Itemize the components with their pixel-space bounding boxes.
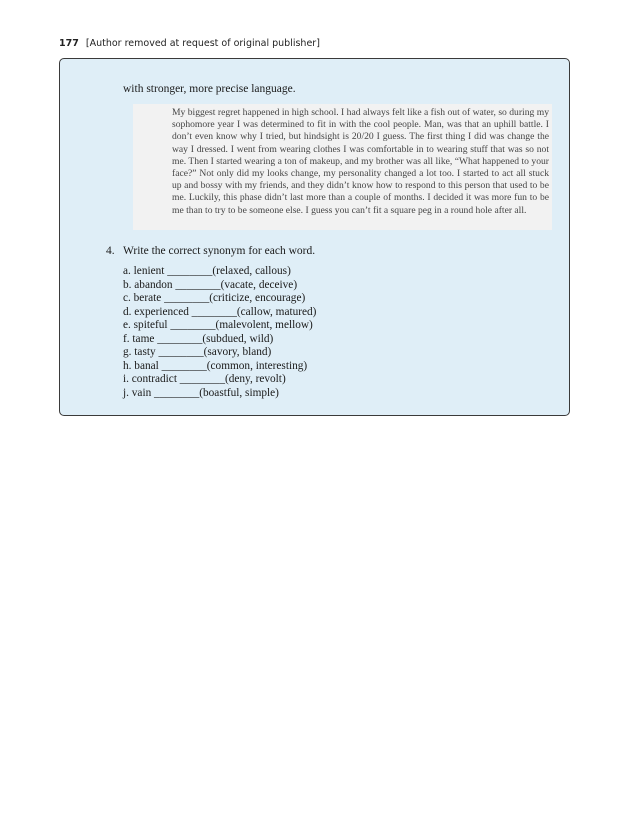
page-header xyxy=(59,38,320,49)
list-item: a. lenient ________(relaxed, callous) xyxy=(123,265,291,277)
question-text: Write the correct synonym for each word. xyxy=(123,245,316,257)
list-item: h. banal ________(common, interesting) xyxy=(123,359,308,372)
author-note: [Author removed at request of original publisher] xyxy=(85,38,320,49)
question-4 xyxy=(106,245,315,257)
quote-text: My biggest regret happened in high school. I had always felt like a fish out of water, so during my sophomore year I was determined to fit in with the cool people. Man, was that an uphill battle. I don’t even know why I tried, but hindsight is 20/20 I guess. The first thing I did was change the way I dressed. I went from wearing clothes I was comfortable in to wearing stuff that was so not me. Then I started wearing a ton of makeup, and my brother was all like, “What happened to your face?” Not only did my looks change, my personality changed a lot too. I started to act all stuck up and bossy with my friends, and they didn’t know how to respond to this person that used to be me. Luckily, this phase didn’t last more than a couple of months. I decided it was more fun to be me than to try to be someone else. I guess you can’t fit a square peg in a round hole after all. xyxy=(172,107,549,216)
list-item: b. abandon ________(vacate, deceive) xyxy=(123,278,298,291)
list-item: e. spiteful ________(malevolent, mellow) xyxy=(123,319,313,331)
list-item: c. berate ________(criticize, encourage) xyxy=(123,292,306,304)
list-item: d. experienced ________(callow, matured) xyxy=(123,305,317,318)
exercise-box xyxy=(59,58,570,416)
page-number: 177 xyxy=(59,38,79,49)
list-item: f. tame ________(subdued, wild) xyxy=(123,332,274,345)
intro-text: with stronger, more precise language. xyxy=(123,83,296,95)
quote-block xyxy=(133,104,552,230)
question-number: 4. xyxy=(106,245,115,257)
synonym-list xyxy=(123,265,316,400)
list-item: i. contradict ________(deny, revolt) xyxy=(123,373,286,385)
list-item: j. vain ________(boastful, simple) xyxy=(123,386,279,399)
list-item: g. tasty ________(savory, bland) xyxy=(123,346,272,358)
